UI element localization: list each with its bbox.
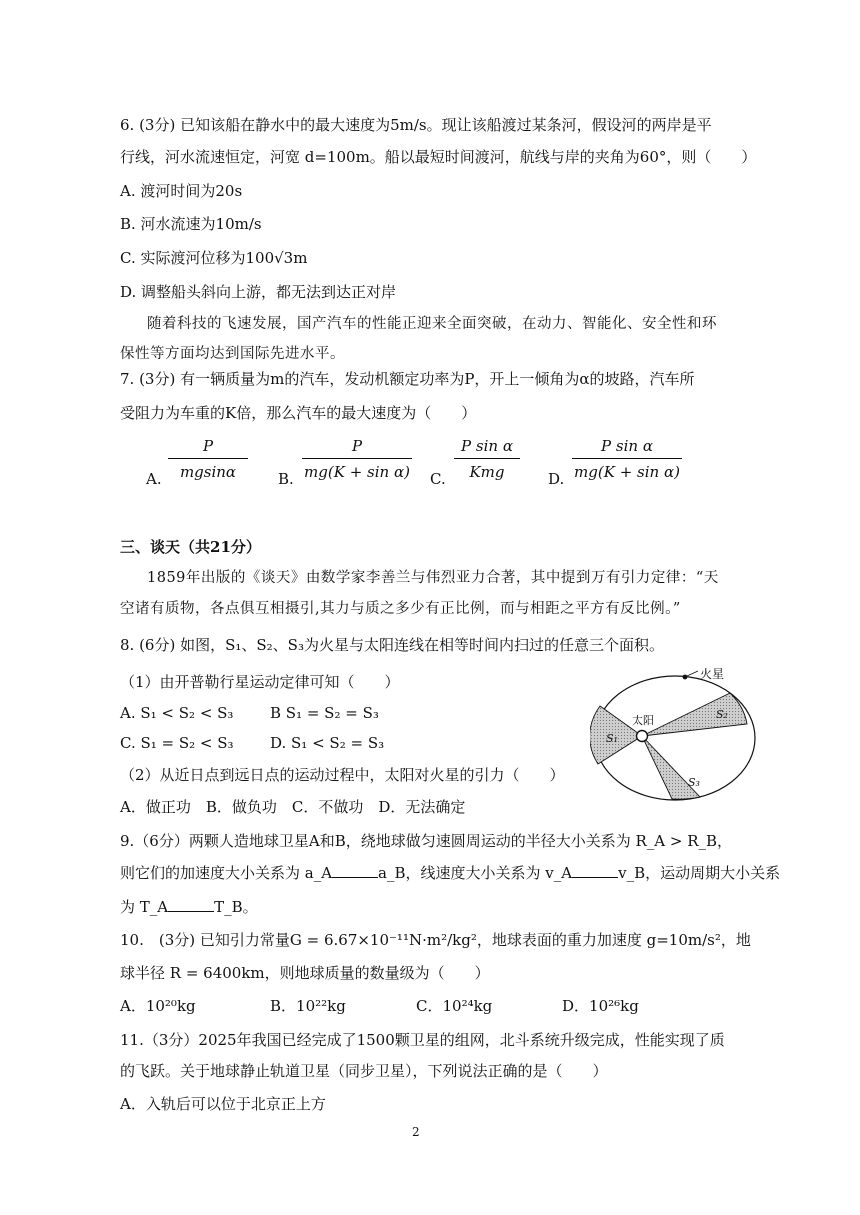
q10-option-d: D．10²⁶kg: [562, 997, 639, 1015]
q9-line2-part-c: v_B，运动周期大小关系: [618, 864, 781, 882]
q9-blank-acceleration[interactable]: [332, 865, 378, 878]
q11-line1: 11.（3分）2025年我国已经完成了1500颗卫星的组网，北斗系统升级完成，性能实现了质: [120, 1031, 725, 1049]
q7-option-b-fraction: [302, 437, 412, 481]
q7-option-a-fraction: [168, 437, 248, 481]
q7-option-c-numerator: P sin α: [454, 437, 520, 459]
q8-sub1: （1）由开普勒行星运动定律可知（ ）: [120, 673, 400, 691]
q9-blank-period[interactable]: [168, 899, 214, 912]
q7-option-c-label: C.: [430, 470, 446, 488]
q7-option-d-label: D.: [548, 470, 565, 488]
q8-sub1-option-a: A. S₁ < S₂ < S₃: [120, 704, 234, 722]
q8-stem: 8. (6分) 如图，S₁、S₂、S₃为火星与太阳连线在相等时间内扫过的任意三个面积。: [120, 636, 664, 654]
q6-stem-line2: 行线，河水流速恒定，河宽 d=100m。船以最短时间渡河，航线与岸的夹角为60°，则（ ）: [120, 148, 757, 166]
q9-blank-velocity[interactable]: [572, 865, 618, 878]
area-s2-sector: [642, 693, 747, 736]
area-s3-label: S₃: [688, 776, 700, 789]
q7-stem-line2: 受阻力为车重的K倍，那么汽车的最大速度为（ ）: [120, 404, 477, 422]
car-intro-line1: 随着科技的飞速发展，国产汽车的性能正迎来全面突破，在动力、智能化、安全性和环: [147, 316, 717, 332]
q8-sub1-option-d: D. S₁ < S₂ = S₃: [270, 734, 385, 752]
mars-label: 火星: [700, 668, 725, 681]
q7-option-a-numerator: P: [168, 437, 248, 459]
q7-option-d-fraction: [572, 437, 682, 481]
q9-line2-part-b: a_B，线速度大小关系为 v_A: [378, 864, 573, 882]
q11-option-a: A．入轨后可以位于北京正上方: [120, 1095, 326, 1113]
q7-option-b-denominator: mg(K + sin α): [304, 463, 410, 481]
mars-planet-icon: [683, 675, 688, 680]
q9-line3: [120, 896, 258, 917]
q8-sub1-option-c: C. S₁ = S₂ < S₃: [120, 734, 234, 752]
q7-option-d-denominator: mg(K + sin α): [574, 463, 680, 481]
q7-stem-line1: 7. (3分) 有一辆质量为m的汽车，发动机额定功率为P，开上一倾角为α的坡路，汽车所: [120, 370, 695, 388]
q10-option-c: C．10²⁴kg: [416, 997, 493, 1015]
q6-option-a: A. 渡河时间为20s: [120, 182, 243, 200]
q9-line2: [120, 862, 780, 883]
q10-line2: 球半径 R = 6400km，则地球质量的数量级为（ ）: [120, 964, 490, 982]
q9-line3-part-a: 为 T_A: [120, 898, 169, 916]
q7-option-b-label: B.: [278, 470, 294, 488]
q6-option-d: D. 调整船头斜向上游，都无法到达正对岸: [120, 283, 397, 301]
area-s1-label: S₁: [606, 732, 618, 745]
q6-option-b: B. 河水流速为10m/s: [120, 215, 262, 233]
mars-orbit-diagram: [590, 668, 760, 808]
q9-line1: 9.（6分）两颗人造地球卫星A和B，绕地球做匀速圆周运动的半径大小关系为 R_A > R_B，: [120, 832, 733, 850]
q7-option-a-label: A.: [146, 470, 162, 488]
sun-icon: [637, 731, 648, 742]
section-3-heading: 三、谈天（共21分）: [120, 538, 261, 556]
q8-sub2: （2）从近日点到远日点的运动过程中，太阳对火星的引力（ ）: [120, 766, 565, 784]
q9-line3-part-b: T_B。: [214, 898, 258, 916]
page-number: 2: [412, 1125, 420, 1139]
q8-sub1-option-b: B S₁ = S₂ = S₃: [270, 704, 379, 722]
q6-option-c: C. 实际渡河位移为100√3m: [120, 249, 308, 267]
area-s3-sector: [642, 736, 700, 799]
q9-line2-part-a: 则它们的加速度大小关系为 a_A: [120, 864, 333, 882]
section-3-intro-line1: 1859年出版的《谈天》由数学家李善兰与伟烈亚力合著，其中提到万有引力定律：“天: [147, 570, 719, 586]
sun-label: 太阳: [632, 714, 654, 727]
q10-option-b: B．10²²kg: [270, 997, 346, 1015]
q11-line2: 的飞跃。关于地球静止轨道卫星（同步卫星），下列说法正确的是（ ）: [120, 1062, 608, 1080]
q7-option-d-numerator: P sin α: [572, 437, 682, 459]
q10-line1: 10. (3分) 已知引力常量G = 6.67×10⁻¹¹N·m²/kg²，地球表面的重力加速度 g=10m/s²，地: [120, 931, 751, 949]
q7-option-c-denominator: Kmg: [469, 463, 505, 481]
q7-option-a-denominator: mgsinα: [179, 463, 237, 481]
q6-stem-line1: 6. (3分) 已知该船在静水中的最大速度为5m/s。现让该船渡过某条河，假设河的两岸是平: [120, 116, 712, 134]
q10-option-a: A．10²⁰kg: [120, 997, 196, 1015]
q7-option-b-numerator: P: [302, 437, 412, 459]
q8-sub2-options: A．做正功 B．做负功 C．不做功 D．无法确定: [120, 798, 466, 816]
car-intro-line2: 保性等方面均达到国际先进水平。: [120, 346, 345, 362]
q7-option-c-fraction: [454, 437, 520, 481]
area-s2-label: S₂: [716, 708, 728, 721]
section-3-intro-line2: 空诸有质物，各点俱互相摄引,其力与质之多少有正比例，而与相距之平方有反比例。”: [120, 601, 681, 617]
